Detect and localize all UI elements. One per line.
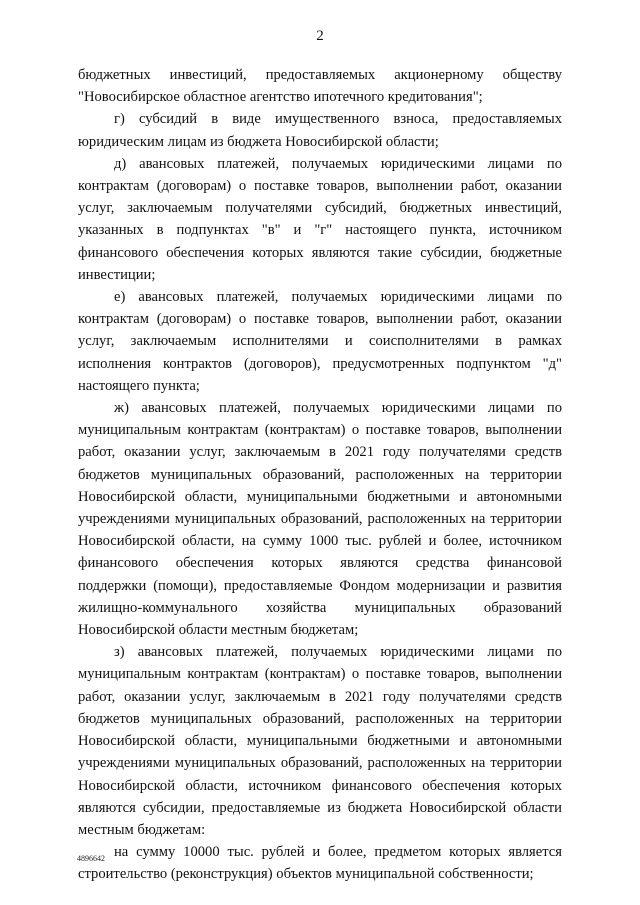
paragraph-continuation: бюджетных инвестиций, предоставляемых акционерному обществу "Новосибирское областное агентство ипотечного кредитования"; bbox=[78, 67, 562, 106]
paragraph-item-d: д) авансовых платежей, получаемых юридическими лицами по контрактам (договорам) о поставке товаров, выполнении работ, оказании услуг, заключаемым получателями субсидий, бюджетных инвестиций, указанных в подпунктах "в" и "г" настоящего пункта, источником финансового обеспечения которых являются такие субсидии, бюджетные инвестиции; bbox=[78, 155, 562, 283]
document-id: 4896642 bbox=[77, 854, 105, 863]
paragraph-sub-item: на сумму 10000 тыс. рублей и более, предметом которых является строительство (реконструкция) объектов муниципальной собственности; bbox=[78, 844, 562, 883]
document-body bbox=[78, 64, 562, 886]
paragraph-item-zh: ж) авансовых платежей, получаемых юридическими лицами по муниципальным контрактам (контрактам) о поставке товаров, выполнении работ, оказании услуг, заключаемым в 2021 году получателями средств бюджетов муниципальных образований, расположенных на территории Новосибирской области, муниципальными бюджетными и автономными учреждениями муниципальных образований, расположенных на территории Новосибирской области, на сумму 1000 тыс. рублей и более, источником финансового обеспечения которых являются средства финансовой поддержки (помощи), предоставляемые Фондом модернизации и развития жилищно-коммунального хозяйства муниципальных образований Новосибирской области местным бюджетам; bbox=[78, 400, 562, 639]
paragraph-item-z: з) авансовых платежей, получаемых юридическими лицами по муниципальным контрактам (контрактам) о поставке товаров, выполнении работ, оказании услуг, заключаемым в 2021 году получателями средств бюджетов муниципальных образований, расположенных на территории Новосибирской области, муниципальными бюджетными и автономными учреждениями муниципальных образований, расположенных на территории Новосибирской области, источником финансового обеспечения которых являются субсидии, предоставляемые из бюджета Новосибирской области местным бюджетам: bbox=[78, 644, 562, 838]
page-number: 2 bbox=[316, 28, 324, 44]
paragraph-item-e: е) авансовых платежей, получаемых юридическими лицами по контрактам (договорам) о поставке товаров, выполнении работ, оказании услуг, заключаемым исполнителями и соисполнителями в рамках исполнения контрактов (договоров), предусмотренных подпунктом "д" настоящего пункта; bbox=[78, 289, 562, 394]
paragraph-item-g: г) субсидий в виде имущественного взноса, предоставляемых юридическим лицам из бюджета Новосибирской области; bbox=[78, 111, 562, 150]
